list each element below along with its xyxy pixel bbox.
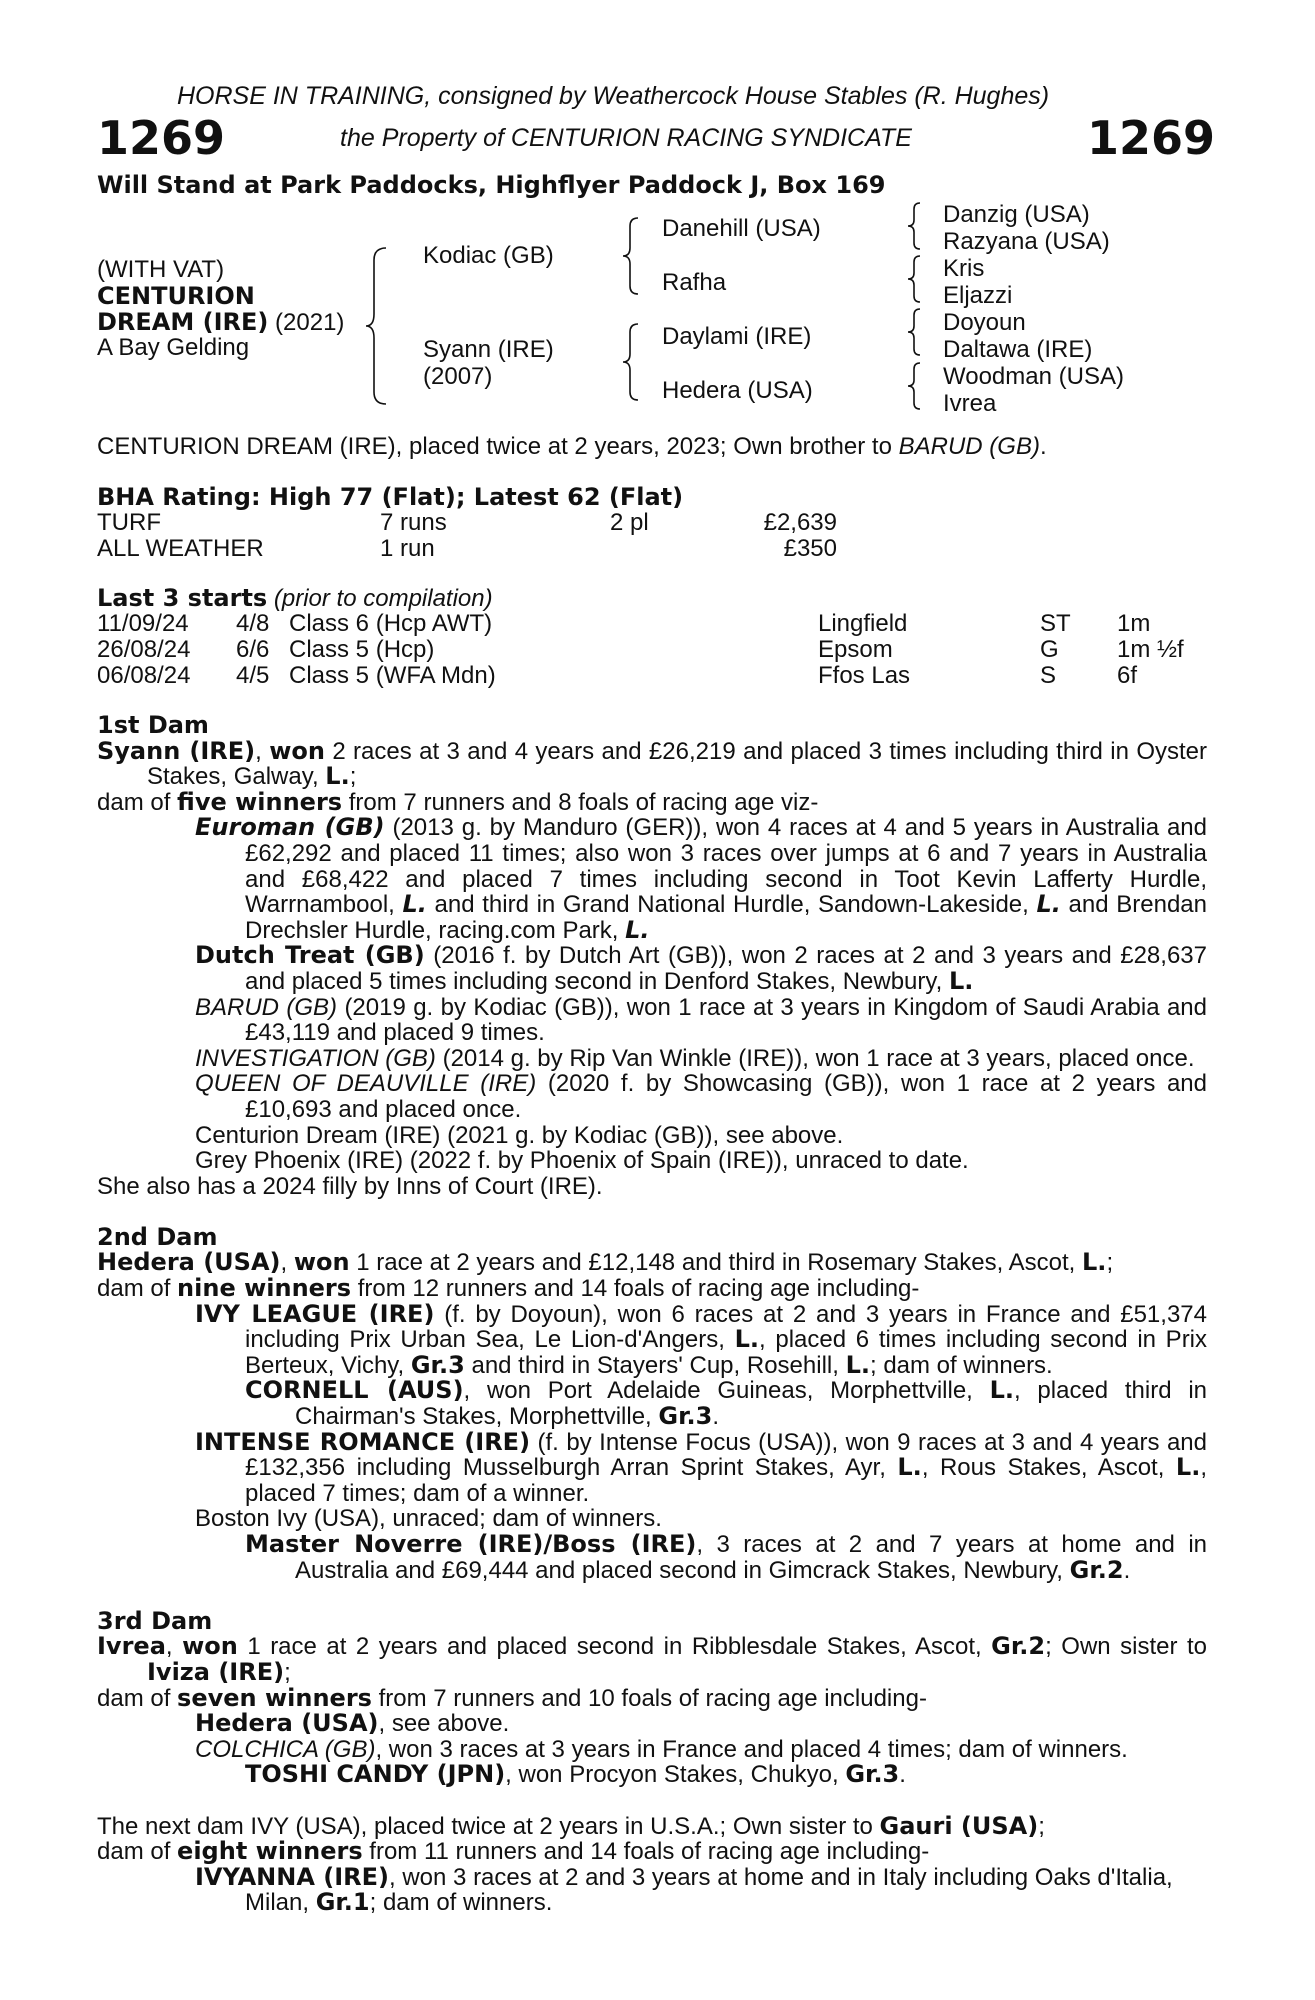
dam1-heading: 1st Dam: [97, 711, 209, 739]
start-position: 4/5: [236, 662, 270, 689]
summary-line: [97, 434, 1047, 460]
summary-end: .: [1039, 433, 1047, 460]
progeny-boston-ivy: Boston Ivy (USA), unraced; dam of winners.: [195, 1505, 662, 1533]
horse-name: DREAM (IRE): [97, 308, 269, 336]
text: , won Procyon Stakes, Chukyo,: [505, 1761, 846, 1789]
text: from 7 runners and 8 foals of racing age viz-: [342, 788, 819, 816]
text: (2020 f. by Showcasing (GB)), won 1 race at 2 years and £10,693 and placed once.: [245, 1070, 1208, 1123]
bha-earnings: £350: [783, 535, 837, 562]
sire-sire: Danehill (USA): [662, 215, 821, 242]
listed-mark: L.: [1175, 1453, 1201, 1482]
progeny-ivyanna: [97, 1862, 1207, 1917]
pedigree-brace-ds: [904, 307, 924, 357]
listed-mark: L.: [845, 1350, 870, 1379]
text: and third in Grand National Hurdle, Sandown-Lakeside,: [426, 891, 1037, 919]
start-date: 26/08/24: [97, 636, 191, 663]
dam-sire: Daylami (IRE): [662, 323, 812, 350]
starts-title: Last 3 starts: [97, 584, 268, 612]
next-dam-record: [97, 1811, 1207, 1840]
text: from 12 runners and 14 foals of racing age including-: [351, 1275, 920, 1303]
text: ; dam of winners.: [869, 1351, 1053, 1379]
bha-surface: ALL WEATHER: [97, 535, 264, 562]
dam1-record: [97, 736, 1208, 791]
progeny-name: Euroman (GB): [195, 813, 385, 842]
horse-description: A Bay Gelding: [97, 334, 250, 361]
horse-name-line2: [97, 309, 344, 336]
progeny-name: INTENSE ROMANCE (IRE): [195, 1427, 531, 1456]
text: ;: [349, 763, 357, 791]
text: , placed 6 times including second in Prix Berteux, Vichy,: [245, 1326, 1208, 1379]
pedigree-brace-dd: [904, 361, 924, 411]
progeny-name: COLCHICA (GB): [195, 1735, 376, 1763]
text: ,: [280, 1249, 294, 1277]
start-date: 06/08/24: [97, 662, 191, 689]
start-race: Class 5 (WFA Mdn): [289, 662, 496, 689]
progeny-centurion-dream: Centurion Dream (IRE) (2021 g. by Kodiac (GB)), see above.: [195, 1121, 844, 1149]
listed-mark: L.: [1082, 1248, 1107, 1277]
progeny-name: Master Noverre (IRE)/Boss (IRE): [245, 1530, 697, 1558]
start-race: Class 6 (Hcp AWT): [289, 610, 493, 637]
group-mark: Gr.1: [315, 1888, 370, 1917]
dam3-name: Ivrea: [97, 1632, 166, 1661]
bha-runs: 7 runs: [380, 509, 447, 536]
start-row: [97, 663, 1207, 689]
start-position: 6/6: [236, 636, 270, 663]
progeny-grey-phoenix: Grey Phoenix (IRE) (2022 f. by Phoenix of Spain (IRE)), unraced to date.: [195, 1147, 969, 1175]
vat-note: (WITH VAT): [97, 256, 225, 283]
property-line: the Property of CENTURION RACING SYNDICATE: [340, 124, 912, 152]
start-distance: 6f: [1117, 662, 1138, 689]
lot-number-right: 1269: [1087, 111, 1216, 165]
text: ,: [165, 1633, 183, 1661]
pedigree-brace-ss: [904, 201, 924, 251]
text: from 11 runners and 14 foals of racing age including-: [362, 1838, 930, 1866]
text: (f. by Doyoun), won 6 races at 2 and 3 years in France and £51,374 including Prix Urban Sea, Le Lion-d'Angers,: [245, 1300, 1207, 1354]
winners-count: seven winners: [177, 1683, 372, 1712]
summary-brother: BARUD (GB): [898, 433, 1040, 460]
progeny-master-noverre: [97, 1532, 1207, 1583]
text: dam of: [97, 788, 178, 816]
sister-name: Iviza (IRE): [147, 1657, 285, 1686]
progeny-name: Hedera (USA): [195, 1709, 379, 1738]
progeny-name: IVY LEAGUE (IRE): [195, 1299, 435, 1328]
winners-count: eight winners: [177, 1837, 363, 1866]
text: (2014 g. by Rip Van Winkle (IRE)), won 1 race at 3 years, placed once.: [435, 1044, 1195, 1072]
dam-dam: Hedera (USA): [662, 377, 813, 404]
text: and Brendan Drechsler Hurdle, racing.com Park,: [245, 891, 1207, 944]
progeny-name: BARUD (GB): [195, 993, 338, 1021]
gen3-2: Razyana (USA): [943, 228, 1110, 255]
start-course: Epsom: [818, 636, 893, 663]
start-race: Class 5 (Hcp): [289, 636, 435, 663]
progeny-dutch-treat: [97, 943, 1207, 994]
start-going: S: [1040, 662, 1057, 689]
dam2-name: Hedera (USA): [97, 1248, 281, 1277]
dam1-name: Syann (IRE): [97, 736, 256, 765]
starts-heading: [97, 585, 493, 612]
text: ;: [284, 1658, 291, 1686]
group-mark: Gr.3: [658, 1402, 713, 1431]
text: dam of: [97, 1275, 178, 1303]
text: , won Port Adelaide Guineas, Morphettville,: [463, 1377, 990, 1405]
text: won: [182, 1632, 238, 1661]
progeny-name: INVESTIGATION (GB): [195, 1044, 436, 1072]
text: 1 race at 2 years and placed second in Ribblesdale Stakes, Ascot,: [237, 1633, 992, 1661]
start-course: Lingfield: [818, 610, 908, 637]
progeny-name: IVYANNA (IRE): [195, 1862, 390, 1891]
bha-placed: 2 pl: [610, 509, 649, 536]
start-going: G: [1040, 636, 1059, 663]
bha-row: [97, 536, 837, 562]
gen3-6: Daltawa (IRE): [943, 336, 1093, 363]
dam3-heading: 3rd Dam: [97, 1606, 213, 1635]
family-section: [97, 713, 1207, 1916]
progeny-name: QUEEN OF DEAUVILLE (IRE): [195, 1070, 537, 1098]
sister-name: Gauri (USA): [879, 1811, 1039, 1840]
horse-name-line1: CENTURION: [97, 282, 255, 310]
next-dam-produce-summary: [97, 1839, 1207, 1865]
progeny-ivy-league: [97, 1299, 1208, 1379]
listed-mark: L.: [948, 966, 974, 995]
group-mark: Gr.3: [410, 1350, 465, 1379]
progeny-cornell: [97, 1378, 1207, 1429]
winners-count: nine winners: [177, 1274, 352, 1303]
starts-note: (prior to compilation): [267, 585, 493, 612]
pedigree-brace-dam: [620, 322, 642, 402]
listed-mark: L.: [989, 1376, 1015, 1405]
dam-year: (2007): [423, 363, 493, 390]
listed-mark: L.: [734, 1325, 760, 1354]
gen3-8: Ivrea: [943, 390, 997, 417]
text: (f. by Intense Focus (USA)), won 9 races at 3 and 4 years and £132,356 including Musselburgh Arran Sprint Stakes, Ayr,: [245, 1428, 1207, 1482]
listed-mark: L.: [1036, 890, 1061, 919]
bha-earnings: £2,639: [763, 509, 837, 536]
start-row: [97, 637, 1207, 663]
text: , Rous Stakes, Ascot,: [921, 1454, 1176, 1482]
start-date: 11/09/24: [97, 610, 189, 637]
gen3-3: Kris: [943, 255, 985, 282]
dam3-produce-summary: [97, 1683, 1207, 1712]
dam2-produce-summary: [97, 1276, 1207, 1302]
start-course: Ffos Las: [818, 662, 911, 689]
progeny-investigation: [97, 1046, 1207, 1072]
dam1-produce-summary: [97, 787, 1207, 816]
starts-table: [97, 611, 1207, 689]
consignor-line: HORSE IN TRAINING, consigned by Weathercock House Stables (R. Hughes): [177, 82, 1050, 110]
text: won: [293, 1248, 350, 1277]
progeny-name: TOSHI CANDY (JPN): [245, 1760, 506, 1789]
progeny-name: CORNELL (AUS): [245, 1376, 464, 1405]
progeny-colchica: [97, 1737, 1207, 1763]
text: , see above.: [378, 1710, 510, 1738]
progeny-queen-of-deauville: [97, 1071, 1207, 1122]
text: , placed third in Chairman's Stakes, Morphettville,: [295, 1377, 1208, 1431]
start-distance: 1m: [1117, 610, 1151, 637]
start-position: 4/8: [236, 610, 270, 637]
progeny-name: Dutch Treat (GB): [195, 941, 425, 970]
text: ; Own sister to: [1045, 1633, 1208, 1661]
text: , won 3 races at 3 years in France and placed 4 times; dam of winners.: [375, 1735, 1128, 1763]
winners-count: five winners: [177, 787, 343, 816]
listed-mark: L.: [325, 762, 350, 791]
text: (2013 g. by Manduro (GER)), won 4 races at 4 and 5 years in Australia and £62,292 and placed 11 times; also won 3 races over jumps at 6 and 7 years in Australia and £68,422 and placed 7 times including second in Toot Kevin Lafferty Hurdle, Warrnambool,: [245, 814, 1207, 919]
start-going: ST: [1040, 610, 1071, 637]
start-distance: 1m ½f: [1117, 636, 1184, 663]
text: ; dam of winners.: [369, 1889, 553, 1917]
text: , 3 races at 2 and 7 years at home and in Australia and £69,444 and placed second in Gimcrack Stakes, Newbury,: [295, 1531, 1208, 1584]
group-mark: Gr.2: [991, 1632, 1046, 1661]
text: , placed 7 times; dam of a winner.: [245, 1454, 1207, 1507]
gen3-5: Doyoun: [943, 309, 1026, 336]
text: .: [1123, 1556, 1131, 1584]
gen3-4: Eljazzi: [943, 282, 1013, 309]
text: .: [899, 1761, 906, 1789]
progeny-barud: [97, 995, 1207, 1046]
dam2-record: [97, 1250, 1207, 1276]
text: dam of: [97, 1838, 178, 1866]
bha-row: [97, 510, 837, 536]
text: and third in Stayers' Cup, Rosehill,: [464, 1351, 846, 1379]
text: The next dam IVY (USA), placed twice at 2 years in U.S.A.; Own sister to: [97, 1812, 880, 1840]
text: 2 races at 3 and 4 years and £26,219 and placed 3 times including third in Oyster Stakes, Galway,: [147, 737, 1208, 791]
pedigree-brace-sd: [904, 254, 924, 304]
gen3-1: Danzig (USA): [943, 201, 1090, 228]
bha-surface: TURF: [97, 509, 161, 536]
summary-text: CENTURION DREAM (IRE), placed twice at 2 years, 2023; Own brother to: [97, 433, 899, 460]
text: ,: [255, 737, 270, 765]
text: .: [712, 1403, 719, 1431]
text: dam of: [97, 1684, 178, 1712]
dam: Syann (IRE): [423, 336, 554, 363]
listed-mark: L.: [625, 915, 650, 944]
text: from 7 runners and 10 foals of racing age including-: [371, 1684, 927, 1712]
progeny-toshi-candy: [97, 1762, 1207, 1788]
stand-line: Will Stand at Park Paddocks, Highflyer Paddock J, Box 169: [97, 171, 886, 199]
progeny-euroman: [97, 815, 1207, 943]
gen3-7: Woodman (USA): [943, 363, 1124, 390]
text: ;: [1038, 1812, 1045, 1840]
text: 1 race at 2 years and £12,148 and third in Rosemary Stakes, Ascot,: [349, 1249, 1083, 1277]
bha-table: [97, 510, 837, 562]
text: won: [269, 736, 325, 765]
text: (2019 g. by Kodiac (GB)), won 1 race at 3 years in Kingdom of Saudi Arabia and £43,119 and placed 9 times.: [245, 993, 1208, 1047]
bha-heading: BHA Rating: High 77 (Flat); Latest 62 (Flat): [97, 483, 684, 511]
group-mark: Gr.3: [845, 1760, 900, 1789]
text: (2016 f. by Dutch Art (GB)), won 2 races at 2 and 3 years and £28,637 and placed 5 times including second in Denford Stakes, Newbury,: [245, 942, 1207, 995]
dam3-record: [97, 1634, 1207, 1685]
listed-mark: L.: [897, 1453, 922, 1482]
bha-runs: 1 run: [380, 535, 435, 562]
lot-number-left: 1269: [97, 111, 226, 165]
dam1-also: She also has a 2024 filly by Inns of Court (IRE).: [97, 1172, 603, 1200]
start-row: [97, 611, 1207, 637]
group-mark: Gr.2: [1069, 1555, 1124, 1584]
listed-mark: L.: [402, 890, 427, 919]
text: , won 3 races at 2 and 3 years at home and in Italy including Oaks d'Italia, Milan,: [245, 1863, 1173, 1917]
text: ;: [1106, 1249, 1114, 1277]
horse-year: (2021): [275, 309, 345, 336]
sire: Kodiac (GB): [423, 242, 554, 269]
sire-dam: Rafha: [662, 269, 727, 296]
progeny-intense-romance: [97, 1427, 1207, 1507]
pedigree-brace-main: [364, 246, 390, 406]
dam2-heading: 2nd Dam: [97, 1222, 218, 1251]
pedigree-brace-sire: [620, 216, 642, 296]
progeny-hedera: [97, 1711, 1207, 1737]
